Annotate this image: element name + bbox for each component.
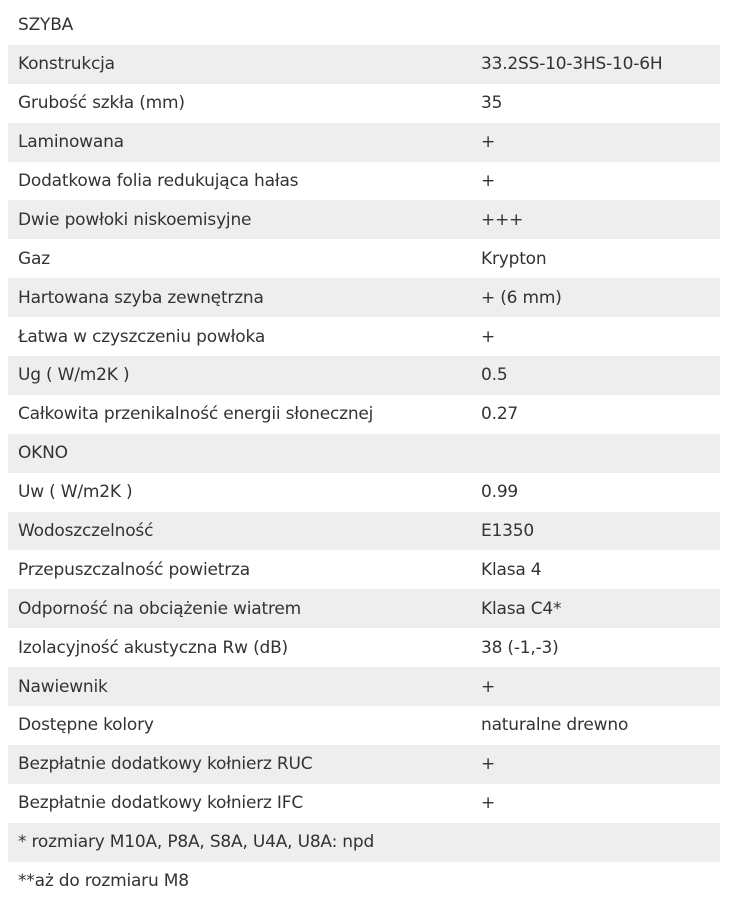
row-label: Przepuszczalność powietrza	[18, 559, 250, 580]
table-row	[8, 162, 720, 201]
table-row	[8, 667, 720, 706]
row-value: +	[481, 171, 496, 191]
row-label: Ug ( W/m2K )	[18, 365, 130, 386]
row-value: 0.27	[481, 404, 519, 425]
table-row	[8, 84, 720, 123]
table-row	[8, 550, 720, 589]
row-value: + (6 mm)	[481, 287, 562, 308]
row-value: +	[481, 132, 496, 153]
row-label: Konstrukcja	[18, 54, 115, 75]
row-value: naturalne drewno	[481, 715, 629, 736]
row-value: 38 (-1,-3)	[481, 637, 559, 658]
table-row	[8, 278, 720, 317]
row-label: Uw ( W/m2K )	[18, 482, 133, 503]
row-label: Łatwa w czyszczeniu powłoka	[18, 326, 266, 347]
table-row	[8, 706, 720, 745]
table-row	[8, 589, 720, 628]
footnote-row	[8, 823, 720, 862]
row-value: 35	[481, 93, 503, 114]
row-value: +	[481, 793, 496, 814]
section-header-szyba	[8, 6, 720, 45]
row-label: Grubość szkła (mm)	[18, 93, 185, 114]
row-label: Laminowana	[18, 132, 124, 153]
row-value: +	[481, 676, 496, 697]
row-label: Bezpłatnie dodatkowy kołnierz IFC	[18, 793, 303, 814]
footnote-text: * rozmiary M10A, P8A, S8A, U4A, U8A: npd	[18, 832, 375, 853]
row-value: Krypton	[481, 248, 547, 269]
row-value: +	[481, 754, 496, 775]
table-row	[8, 473, 720, 512]
table-row	[8, 628, 720, 667]
table-row	[8, 45, 720, 84]
table-row	[8, 356, 720, 395]
row-label: Dostępne kolory	[18, 715, 154, 736]
row-value: E1350	[481, 521, 535, 542]
section-header-label: OKNO	[18, 443, 68, 464]
row-value: +++	[481, 209, 524, 230]
row-label: Dwie powłoki niskoemisyjne	[18, 209, 252, 230]
table-row	[8, 395, 720, 434]
table-row	[8, 123, 720, 162]
table-row	[8, 784, 720, 823]
section-header-okno	[8, 434, 720, 473]
row-value: Klasa 4	[481, 559, 542, 580]
row-value: 0.5	[481, 365, 508, 386]
row-label: Wodoszczelność	[18, 521, 154, 542]
row-label: Odporność na obciążenie wiatrem	[18, 598, 301, 619]
row-label: Nawiewnik	[18, 676, 108, 697]
row-label: Gaz	[18, 248, 50, 269]
table-row	[8, 512, 720, 551]
table-row	[8, 745, 720, 784]
footnote-row	[8, 862, 720, 901]
row-value: 0.99	[481, 482, 519, 503]
table-row	[8, 239, 720, 278]
row-label: Izolacyjność akustyczna Rw (dB)	[18, 637, 288, 658]
section-header-label: SZYBA	[18, 15, 74, 36]
row-value: 33.2SS-10-3HS-10-6H	[481, 54, 663, 75]
row-label: Dodatkowa folia redukująca hałas	[18, 171, 299, 191]
table-row	[8, 317, 720, 356]
footnote-text: **aż do rozmiaru M8	[18, 871, 189, 892]
row-value: +	[481, 326, 496, 347]
row-label: Hartowana szyba zewnętrzna	[18, 287, 264, 308]
row-value: Klasa C4*	[481, 598, 562, 619]
spec-table	[8, 6, 720, 900]
row-label: Całkowita przenikalność energii słonecznej	[18, 404, 374, 425]
row-label: Bezpłatnie dodatkowy kołnierz RUC	[18, 754, 313, 775]
table-row	[8, 200, 720, 239]
